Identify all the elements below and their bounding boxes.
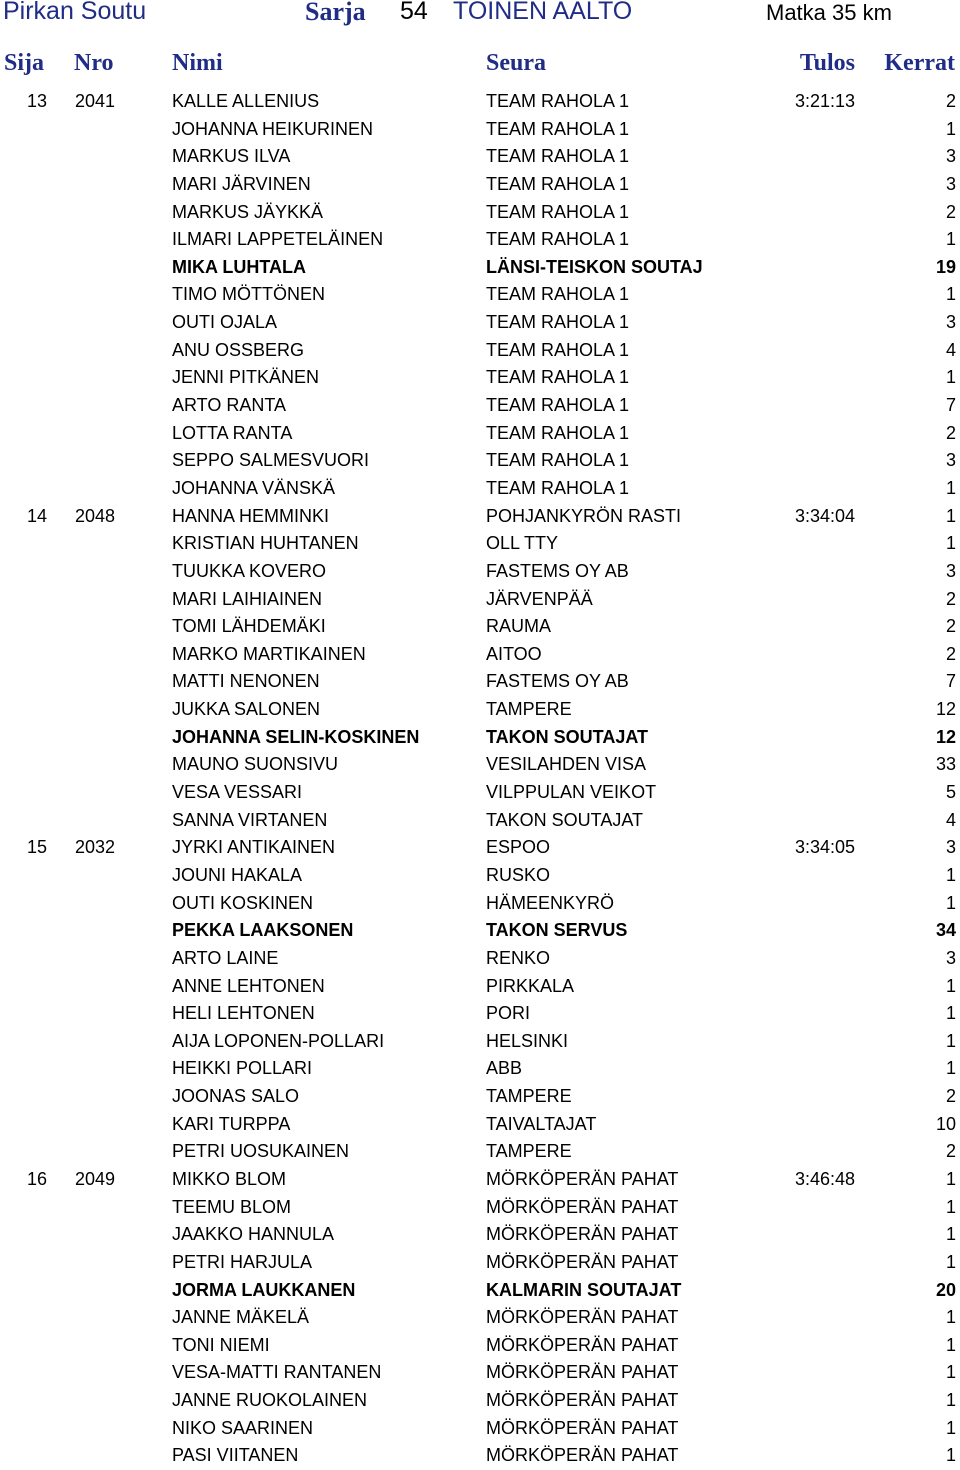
cell-kerrat: 1 [945,1058,956,1079]
cell-kerrat: 1 [945,367,956,388]
cell-kerrat: 1 [945,1417,956,1438]
cell-nimi: TEEMU BLOM [172,1196,292,1217]
cell-kerrat: 20 [935,1279,956,1300]
table-row [0,88,960,116]
table-row [0,1000,960,1028]
cell-seura: TEAM RAHOLA 1 [486,312,630,333]
cell-nimi: NIKO SAARINEN [172,1417,314,1438]
cell-kerrat: 2 [945,422,956,443]
cell-kerrat: 1 [945,505,956,526]
cell-kerrat: 3 [945,837,956,858]
cell-seura: TEAM RAHOLA 1 [486,229,630,250]
table-row [0,1415,960,1443]
cell-kerrat: 1 [945,1251,956,1272]
cell-nimi: MIKKO BLOM [172,1168,287,1189]
cell-kerrat: 1 [945,1307,956,1328]
cell-nimi: PASI VIITANEN [172,1445,299,1466]
table-row [0,1138,960,1166]
cell-seura: RAUMA [486,616,552,637]
cell-nimi: PETRI HARJULA [172,1251,313,1272]
cell-nimi: TONI NIEMI [172,1334,270,1355]
cell-tulos: 3:34:05 [794,837,855,858]
table-row [0,1194,960,1222]
cell-tulos: 3:34:04 [794,505,855,526]
cell-seura: TAMPERE [486,1141,572,1162]
cell-seura: TEAM RAHOLA 1 [486,91,630,111]
distance-label: Matka 35 km [766,0,892,25]
cell-nimi: TIMO MÖTTÖNEN [172,284,325,305]
cell-seura: PIRKKALA [486,975,575,996]
table-row [0,558,960,586]
cell-seura: TEAM RAHOLA 1 [486,395,630,416]
cell-tulos: 3:21:13 [794,91,855,111]
table-row [0,226,960,254]
series-name: TOINEN AALTO [453,0,633,25]
table-row [0,1304,960,1332]
cell-nimi: JUKKA SALONEN [172,699,321,720]
cell-kerrat: 10 [935,1113,956,1134]
cell-seura: MÖRKÖPERÄN PAHAT [486,1251,679,1272]
cell-nimi: SEPPO SALMESVUORI [172,450,370,471]
cell-kerrat: 1 [945,533,956,554]
cell-seura: AITOO [486,643,542,664]
cell-kerrat: 4 [945,339,956,360]
cell-seura: TAIVALTAJAT [486,1113,597,1134]
table-row [0,420,960,448]
cell-kerrat: 3 [945,312,956,333]
cell-kerrat: 2 [945,1086,956,1107]
table-row [0,973,960,1001]
series-number: 54 [400,0,428,25]
table-row [0,1387,960,1415]
cell-kerrat: 1 [945,1003,956,1024]
cell-kerrat: 7 [945,671,956,692]
cell-seura: RUSKO [486,864,551,885]
cell-nimi: JYRKI ANTIKAINEN [172,837,336,858]
cell-nimi: JAAKKO HANNULA [172,1224,335,1245]
cell-kerrat: 34 [935,920,956,941]
table-row [0,779,960,807]
cell-nimi: PETRI UOSUKAINEN [172,1141,350,1162]
cell-seura: TEAM RAHOLA 1 [486,146,630,167]
cell-seura: ESPOO [486,837,551,858]
cell-nimi: MARKUS JÄYKKÄ [172,201,324,222]
cell-nimi: JENNI PITKÄNEN [172,367,320,388]
cell-seura: PORI [486,1003,531,1024]
cell-kerrat: 3 [945,173,956,194]
cell-seura: TEAM RAHOLA 1 [486,284,630,305]
cell-nimi: LOTTA RANTA [172,422,293,443]
cell-nimi: JOONAS SALO [172,1086,300,1107]
cell-kerrat: 1 [945,1362,956,1383]
cell-seura: MÖRKÖPERÄN PAHAT [486,1362,679,1383]
table-row [0,530,960,558]
cell-seura: JÄRVENPÄÄ [486,588,593,609]
cell-nro: 2048 [75,505,116,526]
cell-nimi: KARI TURPPA [172,1113,291,1134]
header-sija: Sija [4,50,45,76]
cell-nimi: JOUNI HAKALA [172,864,303,885]
cell-nro: 2049 [75,1168,116,1189]
cell-nimi: JOHANNA VÄNSKÄ [172,477,336,498]
table-row [0,143,960,171]
cell-seura: TAKON SOUTAJAT [486,726,648,747]
cell-seura: MÖRKÖPERÄN PAHAT [486,1417,679,1438]
table-row [0,116,960,144]
cell-nimi: KALLE ALLENIUS [172,91,320,111]
cell-seura: TEAM RAHOLA 1 [486,367,630,388]
cell-kerrat: 1 [945,864,956,885]
cell-nimi: OUTI KOSKINEN [172,892,314,913]
cell-seura: TAMPERE [486,699,572,720]
cell-kerrat: 1 [945,229,956,250]
table-row [0,1332,960,1360]
cell-kerrat: 7 [945,395,956,416]
header-kerrat: Kerrat [884,50,955,76]
table-row [0,1359,960,1387]
cell-seura: TEAM RAHOLA 1 [486,118,630,139]
cell-kerrat: 1 [945,1390,956,1411]
results-table [0,88,960,1470]
header-nimi: Nimi [172,50,223,76]
cell-kerrat: 1 [945,284,956,305]
cell-seura: OLL TTY [486,533,559,554]
table-row [0,751,960,779]
cell-kerrat: 1 [945,1168,956,1189]
table-row [0,1028,960,1056]
cell-seura: MÖRKÖPERÄN PAHAT [486,1390,679,1411]
cell-seura: TAKON SOUTAJAT [486,809,644,830]
cell-kerrat: 3 [945,450,956,471]
table-row [0,586,960,614]
cell-sija: 14 [27,505,48,526]
table-row [0,641,960,669]
cell-kerrat: 1 [945,1030,956,1051]
cell-seura: FASTEMS OY AB [486,671,629,692]
cell-seura: TEAM RAHOLA 1 [486,477,630,498]
cell-seura: HÄMEENKYRÖ [486,892,615,913]
cell-seura: RENKO [486,947,551,968]
table-row [0,1249,960,1277]
cell-seura: TEAM RAHOLA 1 [486,173,630,194]
cell-seura: MÖRKÖPERÄN PAHAT [486,1224,679,1245]
cell-seura: TAKON SERVUS [486,920,628,941]
cell-seura: VESILAHDEN VISA [486,754,647,775]
cell-kerrat: 12 [935,726,956,747]
cell-nimi: MAUNO SUONSIVU [172,754,339,775]
cell-nimi: HEIKKI POLLARI [172,1058,313,1079]
cell-nimi: ANU OSSBERG [172,339,305,360]
table-row [0,171,960,199]
cell-seura: TEAM RAHOLA 1 [486,422,630,443]
cell-kerrat: 2 [945,643,956,664]
cell-kerrat: 2 [945,201,956,222]
table-row [0,1277,960,1305]
cell-nimi: TOMI LÄHDEMÄKI [172,616,326,637]
cell-seura: MÖRKÖPERÄN PAHAT [486,1445,679,1466]
table-row [0,917,960,945]
column-headers [0,50,960,82]
cell-seura: VILPPULAN VEIKOT [486,782,657,803]
cell-kerrat: 2 [945,1141,956,1162]
cell-tulos: 3:46:48 [794,1168,855,1189]
table-row [0,696,960,724]
cell-seura: MÖRKÖPERÄN PAHAT [486,1307,679,1328]
table-row [0,281,960,309]
cell-seura: TAMPERE [486,1086,572,1107]
cell-nimi: VESA-MATTI RANTANEN [172,1362,382,1383]
cell-nimi: JOHANNA SELIN-KOSKINEN [172,726,420,747]
table-row [0,1166,960,1194]
cell-nimi: JORMA LAUKKANEN [172,1279,356,1300]
cell-kerrat: 2 [945,616,956,637]
cell-seura: KALMARIN SOUTAJAT [486,1279,682,1300]
title-bar [0,0,960,30]
cell-nimi: AIJA LOPONEN-POLLARI [172,1030,385,1051]
cell-nimi: MARKUS ILVA [172,146,291,167]
cell-nimi: MIKA LUHTALA [172,256,306,277]
cell-kerrat: 33 [935,754,956,775]
cell-nimi: MATTI NENONEN [172,671,320,692]
cell-kerrat: 12 [935,699,956,720]
header-tulos: Tulos [799,50,855,76]
cell-sija: 13 [27,91,48,111]
cell-nimi: TUUKKA KOVERO [172,560,327,581]
cell-nimi: HELI LEHTONEN [172,1003,315,1024]
cell-seura: MÖRKÖPERÄN PAHAT [486,1196,679,1217]
cell-nimi: OUTI OJALA [172,312,278,333]
table-row [0,724,960,752]
cell-nimi: ARTO RANTA [172,395,287,416]
cell-nro: 2032 [75,837,116,858]
cell-kerrat: 1 [945,477,956,498]
cell-seura: HELSINKI [486,1030,569,1051]
table-row [0,1221,960,1249]
table-row [0,337,960,365]
cell-seura: TEAM RAHOLA 1 [486,450,630,471]
cell-kerrat: 1 [945,1445,956,1466]
cell-kerrat: 19 [935,256,956,277]
cell-kerrat: 4 [945,809,956,830]
cell-kerrat: 2 [945,91,956,111]
table-row [0,890,960,918]
cell-kerrat: 1 [945,118,956,139]
cell-nimi: JANNE MÄKELÄ [172,1307,310,1328]
cell-nimi: ILMARI LAPPETELÄINEN [172,229,384,250]
table-row [0,807,960,835]
cell-nro: 2041 [75,91,116,111]
table-row [0,1442,960,1470]
cell-sija: 15 [27,837,48,858]
cell-seura: TEAM RAHOLA 1 [486,201,630,222]
cell-nimi: MARI LAIHIAINEN [172,588,323,609]
table-row [0,199,960,227]
table-row [0,945,960,973]
cell-seura: TEAM RAHOLA 1 [486,339,630,360]
cell-nimi: VESA VESSARI [172,782,303,803]
series-label: Sarja [305,0,366,26]
header-seura: Seura [486,50,546,76]
table-row [0,254,960,282]
cell-kerrat: 1 [945,1334,956,1355]
cell-nimi: ANNE LEHTONEN [172,975,325,996]
table-row [0,834,960,862]
cell-nimi: MARI JÄRVINEN [172,173,311,194]
cell-sija: 16 [27,1168,48,1189]
table-row [0,862,960,890]
cell-kerrat: 5 [945,782,956,803]
cell-kerrat: 1 [945,892,956,913]
cell-kerrat: 3 [945,146,956,167]
table-row [0,392,960,420]
cell-nimi: ARTO LAINE [172,947,279,968]
cell-seura: FASTEMS OY AB [486,560,629,581]
table-row [0,309,960,337]
cell-kerrat: 1 [945,1196,956,1217]
cell-kerrat: 3 [945,947,956,968]
cell-seura: POHJANKYRÖN RASTI [486,505,682,526]
table-row [0,475,960,503]
cell-kerrat: 3 [945,560,956,581]
table-row [0,503,960,531]
cell-kerrat: 2 [945,588,956,609]
table-row [0,447,960,475]
cell-kerrat: 1 [945,1224,956,1245]
cell-nimi: HANNA HEMMINKI [172,505,330,526]
cell-seura: ABB [486,1058,523,1079]
event-title: Pirkan Soutu [3,0,147,25]
table-row [0,364,960,392]
table-row [0,1055,960,1083]
cell-seura: MÖRKÖPERÄN PAHAT [486,1168,679,1189]
header-nro: Nro [74,50,114,76]
cell-nimi: JANNE RUOKOLAINEN [172,1390,368,1411]
cell-seura: LÄNSI-TEISKON SOUTAJ [486,256,703,277]
cell-nimi: PEKKA LAAKSONEN [172,920,354,941]
table-row [0,1083,960,1111]
cell-kerrat: 1 [945,975,956,996]
table-row [0,668,960,696]
cell-seura: MÖRKÖPERÄN PAHAT [486,1334,679,1355]
table-row [0,1111,960,1139]
table-row [0,613,960,641]
cell-nimi: MARKO MARTIKAINEN [172,643,366,664]
cell-nimi: SANNA VIRTANEN [172,809,328,830]
cell-nimi: KRISTIAN HUHTANEN [172,533,359,554]
cell-nimi: JOHANNA HEIKURINEN [172,118,374,139]
